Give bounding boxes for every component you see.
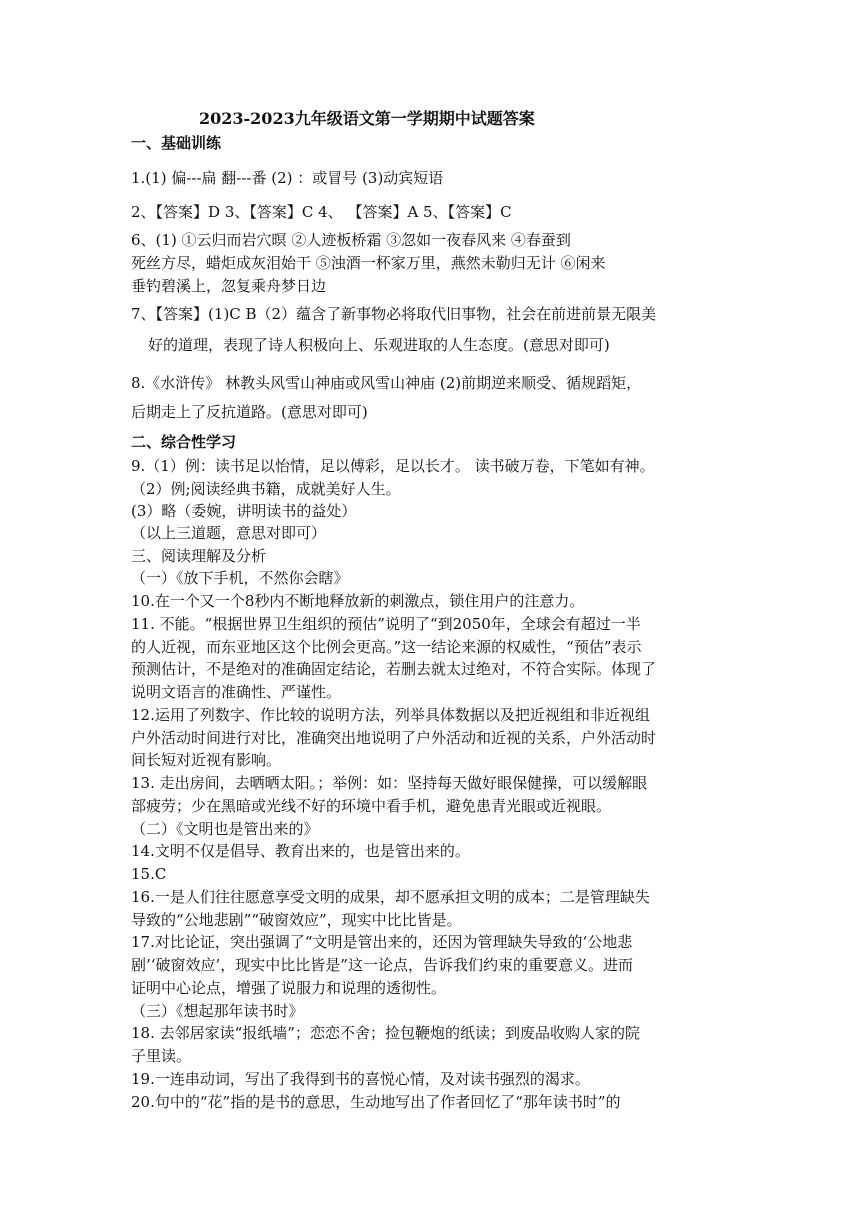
- answer-line: 证明中心论点，增强了说服力和说理的透彻性。: [131, 979, 447, 997]
- answer-line: 预测估计，不是绝对的准确固定结论，若删去就太过绝对，不符合实际。体现了: [131, 660, 657, 678]
- answer-line: 10.在一个又一个8秒内不断地释放新的刺激点，锁住用户的注意力。: [131, 592, 585, 610]
- answer-line: 户外活动时间进行对比，准确突出地说明了户外活动和近视的关系，户外活动时: [131, 729, 657, 747]
- answer-line: 间长短对近视有影响。: [131, 751, 282, 769]
- subsection-heading: （二）《文明也是管出来的》: [131, 820, 319, 838]
- answer-line: 子里读。: [131, 1047, 192, 1065]
- answer-line: 18. 去邻居家读“报纸墙”；恋恋不舍；捡包鞭炮的纸读；到废品收购人家的院: [131, 1024, 640, 1042]
- answer-line: 好的道理，表现了诗人积极向上、乐观进取的人生态度。(意思对即可): [148, 336, 610, 354]
- answer-line: （2）例;阅读经典书籍，成就美好人生。: [131, 480, 401, 498]
- answer-line: 16.一是人们往往愿意享受文明的成果，却不愿承担文明的成本；二是管理缺失: [131, 888, 650, 906]
- answer-line: （以上三道题，意思对即可）: [131, 524, 327, 542]
- answer-line: 剧’‘破窗效应’，现实中比比皆是”这一论点，告诉我们约束的重要意义。进而: [131, 956, 633, 974]
- answer-line: 的人近视，而东亚地区这个比例会更高。”这一结论来源的权威性，“预估”表示: [131, 638, 642, 656]
- answer-line: 部疲劳；少在黑暗或光线不好的环境中看手机，避免患青光眼或近视眼。: [131, 797, 612, 815]
- subsection-heading: （三）《想起那年读书时》: [131, 1002, 304, 1020]
- answer-line: 20.句中的“花”指的是书的意思，生动地写出了作者回忆了“那年读书时”的: [131, 1093, 621, 1111]
- answer-line: 12.运用了列数字、作比较的说明方法，列举具体数据以及把近视组和非近视组: [131, 706, 650, 724]
- section-heading-comprehensive: 二、综合性学习: [131, 433, 237, 451]
- answer-line: (3）略（委婉，讲明读书的益处）: [131, 502, 357, 520]
- answer-line: 垂钓碧溪上，忽复乘舟梦日边: [131, 277, 327, 295]
- answer-line: 导致的“公地悲剧”“破窗效应”，现实中比比皆是。: [131, 911, 462, 929]
- answer-line: 15.C: [131, 865, 167, 883]
- document-title: 2023-2023九年级语文第一学期期中试题答案: [199, 109, 535, 128]
- answer-line: 13. 走出房间，去晒晒太阳。；举例：如：坚持每天做好眼保健操，可以缓解眼: [131, 774, 648, 792]
- answer-line: 1.(1) 偏---扁 翻---番 (2) ：或冒号 (3)动宾短语: [131, 169, 444, 187]
- answer-line: 9.（1）例：读书足以怡情，足以傅彩，足以长才。 读书破万卷，下笔如有神。: [131, 457, 655, 475]
- section-heading-reading: 三、阅读理解及分析: [131, 547, 267, 565]
- answer-line: 14.文明不仅是倡导、教育出来的，也是管出来的。: [131, 842, 470, 860]
- answer-line: 7、【答案】(1)C B（2）蕴含了新事物必将取代旧事物，社会在前进前景无限美: [131, 305, 657, 323]
- answer-line: 后期走上了反抗道路。(意思对即可): [131, 403, 368, 421]
- section-heading-basic: 一、基础训练: [131, 134, 222, 152]
- answer-line: 19.一连串动词，写出了我得到书的喜悦心情，及对读书强烈的渴求。: [131, 1070, 590, 1088]
- answer-line: 2、【答案】D 3、【答案】C 4、 【答案】A 5、【答案】C: [131, 203, 512, 221]
- answer-line: 说明文语言的准确性、严谨性。: [131, 683, 342, 701]
- answer-line: 6、(1) ①云归而岩穴暝 ②人迹板桥霜 ③忽如一夜春风来 ④春蚕到: [131, 231, 571, 249]
- answer-line: 8.《水浒传》 林教头风雪山神庙或风雪山神庙 (2)前期逆来顺受、循规蹈矩，: [131, 374, 642, 392]
- subsection-heading: （一）《放下手机，不然你会瞎》: [131, 569, 349, 587]
- answer-line: 死丝方尽，蜡炬成灰泪始干 ⑤浊酒一杯家万里，燕然未勒归无计 ⑥闲来: [131, 254, 606, 272]
- answer-line: 11. 不能。“根据世界卫生组织的预估”说明了“到2050年，全球会有超过一半: [131, 615, 641, 633]
- answer-line: 17.对比论证，突出强调了“文明是管出来的，还因为管理缺失导致的‘公地悲: [131, 933, 633, 951]
